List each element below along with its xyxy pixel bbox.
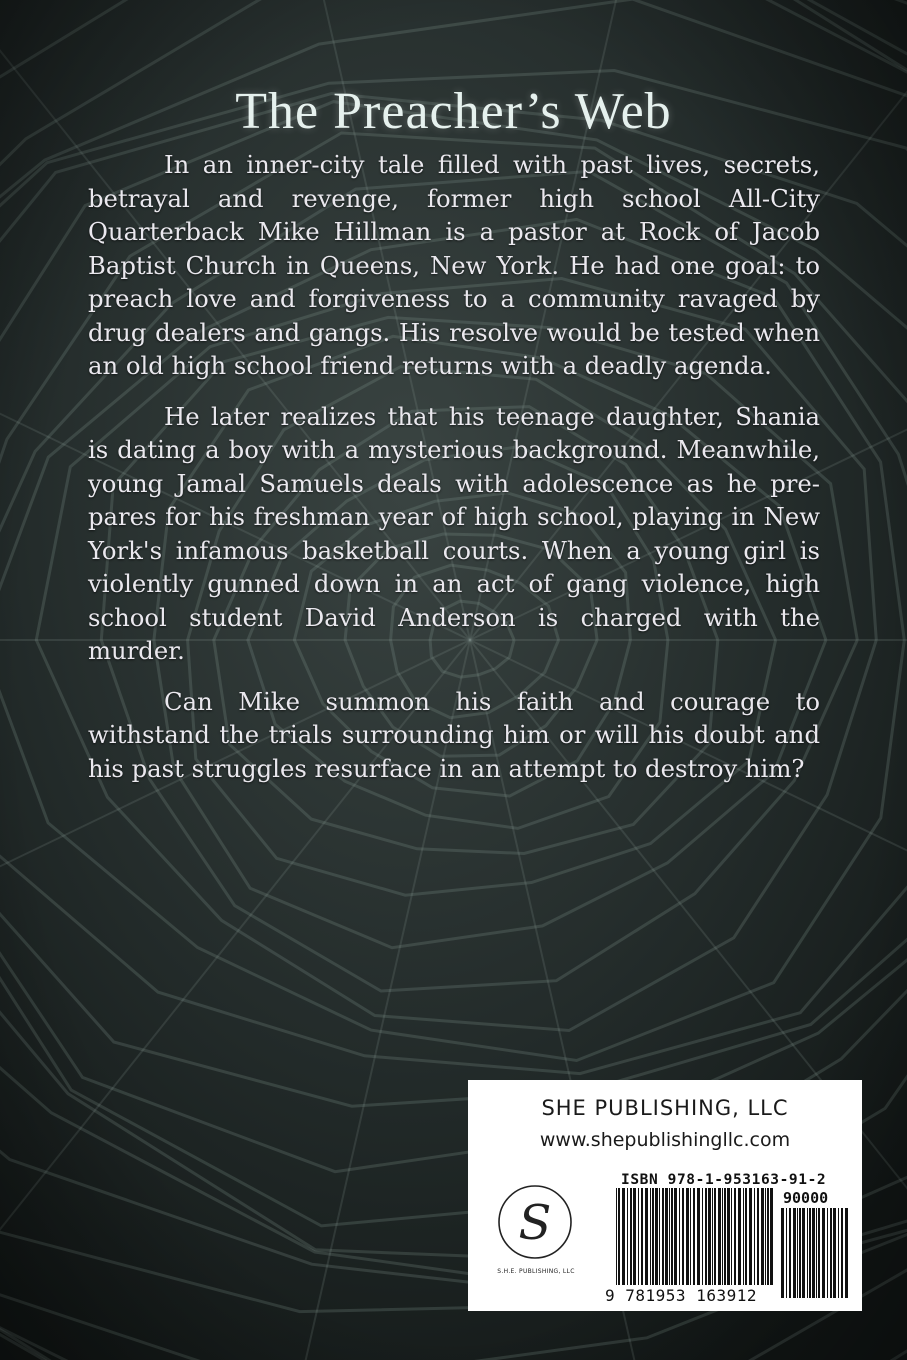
barcode-bar xyxy=(669,1188,670,1285)
barcode-bar xyxy=(724,1188,726,1285)
barcode-bar xyxy=(630,1188,632,1285)
barcode-bar xyxy=(671,1188,673,1285)
blurb-paragraph-3: Can Mike summon his faith and courage to withstand the trials surrounding him or will his doubt and his past struggles resurface in an attempt to destroy him? xyxy=(88,686,820,783)
barcode-bar xyxy=(650,1188,651,1285)
barcode-bar xyxy=(781,1208,784,1298)
barcode-bar xyxy=(697,1188,700,1285)
barcode-bar xyxy=(665,1188,668,1285)
barcode-bar xyxy=(627,1188,628,1285)
barcode-bar xyxy=(641,1188,643,1285)
barcode-bar xyxy=(761,1188,764,1285)
barcode-bar xyxy=(827,1208,828,1298)
logo-letter: S xyxy=(518,1195,552,1251)
barcode-bar xyxy=(770,1188,773,1285)
barcode-bar xyxy=(645,1188,648,1285)
barcode-bar xyxy=(693,1188,695,1285)
publisher-imprint-box xyxy=(468,1080,862,1311)
blurb-paragraph-2: He later realizes that his teenage daughter, Shania is dating a boy with a mysterious background. Meanwhile, young Jamal Samuels deals with adolescence as he pre-pares for his freshman year of high school, playing in New York's infamous basketball courts. When a young girl is violently gunned down in an act of gang violence, high school student David Anderson is charged with the murder. xyxy=(88,401,820,665)
barcode-bar xyxy=(838,1208,839,1298)
barcode-bar xyxy=(727,1188,730,1285)
barcode-bar xyxy=(802,1208,805,1298)
barcode-bar xyxy=(797,1208,798,1298)
barcode-bar xyxy=(738,1188,741,1285)
barcode-bar xyxy=(622,1188,625,1285)
barcode-bar xyxy=(833,1208,836,1298)
barcode-bar xyxy=(718,1188,721,1285)
publisher-website: www.shepublishingllc.com xyxy=(539,1129,791,1151)
logo-caption: S.H.E. PUBLISHING, LLC xyxy=(497,1268,575,1275)
barcode-digits: 9 781953 163912 xyxy=(605,1286,757,1305)
isbn-barcode xyxy=(615,1188,777,1285)
book-blurb xyxy=(88,148,820,802)
barcode-bar xyxy=(679,1188,680,1285)
barcode-bar xyxy=(786,1208,787,1298)
barcode-bar xyxy=(714,1188,716,1285)
barcode-bar xyxy=(616,1188,617,1285)
barcode-bar xyxy=(793,1208,796,1298)
book-title: The Preacher’s Web xyxy=(235,83,672,140)
barcode-bar xyxy=(708,1188,711,1285)
barcode-bar xyxy=(845,1208,848,1298)
publisher-logo-icon xyxy=(496,1183,574,1261)
price-code: 90000 xyxy=(783,1189,829,1207)
barcode-bar xyxy=(789,1208,791,1298)
barcode-bar xyxy=(618,1188,620,1285)
barcode-bar xyxy=(712,1188,713,1285)
barcode-bar xyxy=(652,1188,654,1285)
barcode-bar xyxy=(807,1208,808,1298)
barcode-bar xyxy=(638,1188,639,1285)
barcode-bar xyxy=(757,1188,759,1285)
barcode-bar xyxy=(705,1188,707,1285)
barcode-bar xyxy=(655,1188,658,1285)
barcode-bar xyxy=(809,1208,811,1298)
barcode-bar xyxy=(754,1188,755,1285)
barcode-bar xyxy=(702,1188,703,1285)
blurb-paragraph-1: In an inner-city tale filled with past lives, secrets, betrayal and revenge, former high school All-City Quarterback Mike Hillman is a pastor at Rock of Jacob Baptist Church in Queens, New York. He had one goal: to preach love and forgiveness to a community ravaged by drug dealers and gangs. His resolve would be tested when an old high school friend returns with a deadly agenda. xyxy=(88,150,820,380)
barcode-bar xyxy=(830,1208,832,1298)
barcode-bar xyxy=(686,1188,689,1285)
barcode-bar xyxy=(633,1188,636,1285)
barcode-bar xyxy=(674,1188,677,1285)
barcode-bar xyxy=(734,1188,736,1285)
publisher-name: SHE PUBLISHING, LLC xyxy=(541,1096,789,1120)
barcode-bar xyxy=(816,1208,817,1298)
barcode-bar xyxy=(662,1188,664,1285)
barcode-bar xyxy=(822,1208,825,1298)
barcode-bar xyxy=(743,1188,744,1285)
isbn-label: ISBN 978-1-953163-91-2 xyxy=(621,1172,827,1188)
barcode-bar xyxy=(682,1188,684,1285)
barcode-bar xyxy=(731,1188,732,1285)
barcode-bar xyxy=(690,1188,691,1285)
barcode-bar xyxy=(749,1188,752,1285)
barcode-bar xyxy=(767,1188,769,1285)
price-barcode xyxy=(780,1208,852,1298)
barcode-bar xyxy=(659,1188,660,1285)
barcode-bar xyxy=(722,1188,723,1285)
barcode-bar xyxy=(765,1188,766,1285)
barcode-bar xyxy=(812,1208,815,1298)
barcode-bar xyxy=(818,1208,820,1298)
barcode-bar xyxy=(799,1208,801,1298)
barcode-bar xyxy=(841,1208,843,1298)
barcode-bar xyxy=(745,1188,747,1285)
